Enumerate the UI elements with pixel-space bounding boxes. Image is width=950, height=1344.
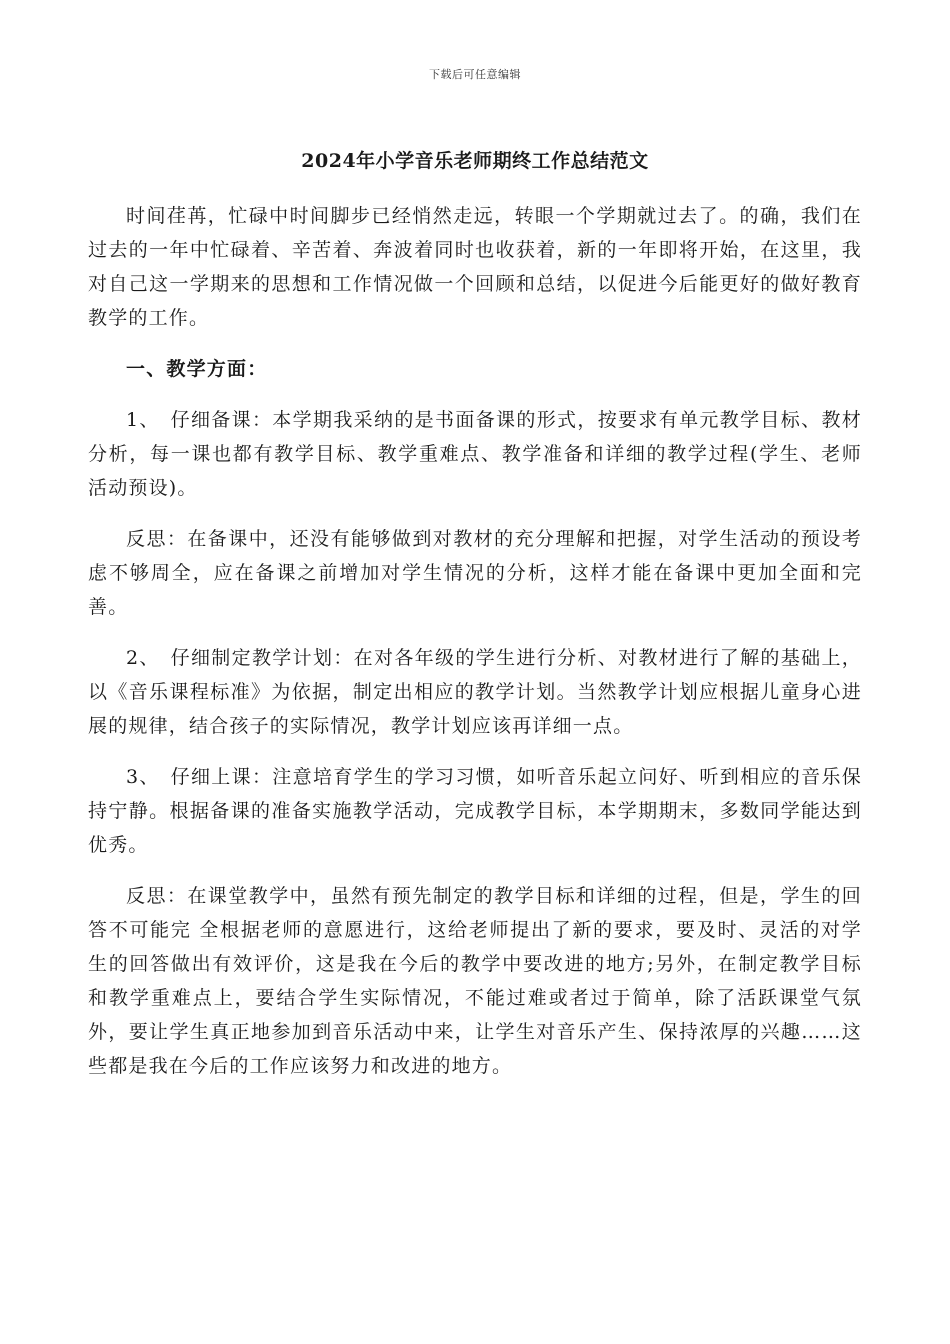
item-teaching-plan: 2、 仔细制定教学计划：在对各年级的学生进行分析、对教材进行了解的基础上，以《音乐课程标准》为依据，制定出相应的教学计划。当然教学计划应根据儿童身心进展的规律，结合孩子的实际情况，教学计划应该再详细一点。: [88, 647, 862, 737]
reflection-classroom: 反思：在课堂教学中，虽然有预先制定的教学目标和详细的过程，但是，学生的回答不可能完 全根据老师的意愿进行，这给老师提出了新的要求，要及时、灵活的对学生的回答做出有效评价，这是我在今后的教学中要改进的地方;另外，在制定教学目标和教学重难点上，要结合学生实际情况，不能过难或者过于简单，除了活跃课堂气氛外，要让学生真正地参加到音乐活动中来，让学生对音乐产生、保持浓厚的兴趣……这些都是我在今后的工作应该努力和改进的地方。: [88, 885, 862, 1077]
document-body: [88, 199, 862, 1100]
intro-paragraph: 时间荏苒，忙碌中时间脚步已经悄然走远，转眼一个学期就过去了。的确，我们在过去的一年中忙碌着、辛苦着、奔波着同时也收获着，新的一年即将开始，在这里，我对自己这一学期来的思想和工作情况做一个回顾和总结，以促进今后能更好的做好教育教学的工作。: [88, 205, 862, 329]
header-note: 下载后可任意编辑: [429, 68, 521, 81]
item-classes: 3、 仔细上课：注意培育学生的学习习惯，如听音乐起立问好、听到相应的音乐保持宁静。根据备课的准备实施教学活动，完成教学目标，本学期期末，多数同学能达到优秀。: [88, 766, 862, 856]
section-heading-teaching: 一、教学方面：: [126, 358, 268, 380]
item-lesson-preparation: 1、 仔细备课：本学期我采纳的是书面备课的形式，按要求有单元教学目标、教材分析，每一课也都有教学目标、教学重难点、教学准备和详细的教学过程(学生、老师活动预设)。: [88, 409, 862, 499]
document-title: 2024年小学音乐老师期终工作总结范文: [301, 150, 649, 172]
reflection-preparation: 反思：在备课中，还没有能够做到对教材的充分理解和把握，对学生活动的预设考虑不够周全，应在备课之前增加对学生情况的分析，这样才能在备课中更加全面和完善。: [88, 528, 862, 618]
